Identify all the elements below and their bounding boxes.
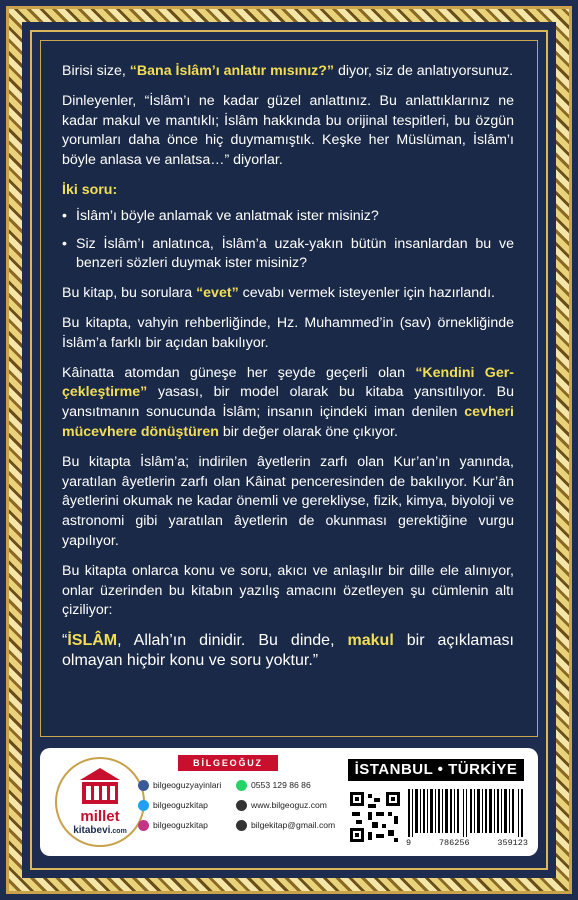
highlight-question: “Bana İslâm’ı anlatır mısınız?”: [129, 63, 334, 79]
paragraph-7: Bu kitapta onlarca konu ve soru, akıcı ve anlaşılır bir dille ele alınıyor, onlar üzerinden bu kitabın yazılış amacını özetleyen şu cümlenin altı çiziliyor:: [62, 562, 514, 619]
highlight-evet: “evet”: [196, 285, 239, 302]
highlight-kendini: “Kendini Gerçekleştirme”: [62, 364, 514, 401]
logo-text-kitabevi: kitabevi.com: [73, 825, 127, 836]
paragraph-2: Dinleyenler, “İslâm’ı ne kadar güzel anlattınız. Bu anlattıklarınız ne kadar makul ve mantıklı; İslâm hakkında bu orijinal tespitleri, bu özgün yorumları daha önce hiç duymamıştık. Keşke her Müslüman, İslâm’ı böyle anlasa ve anlatsa…” diyorlar.: [62, 92, 514, 169]
question-list: [62, 207, 514, 274]
twitter-icon: [138, 800, 149, 811]
highlight-islam: İSLÂM: [67, 632, 118, 650]
email-contact: bilgekitap@gmail.com: [236, 819, 335, 831]
list-item: • İslâm’ı böyle anlamak ve anlatmak ister misiniz?: [62, 207, 514, 227]
millet-kitabevi-logo: [54, 756, 146, 848]
paragraph-1: Birisi size, “Bana İslâm’ı anlatır mısınız?” diyor, siz de anlatıyorsunuz.: [62, 63, 514, 79]
qr-code-icon: [348, 790, 402, 844]
facebook-icon: [138, 780, 149, 791]
paragraph-6: Bu kitapta İslâm’a; indirilen âyetlerin zarfı olan Kur’an’ın yanında, yaratılan âyetlerin zarfı olan Kâinat penceresinden de bakılıyor. Kur’ân âyetlerini okumak ne kadar önemli ve gerekliyse, fizik, kimya, biyoloji ve astronomi gibi yaratılan âyetlerin de okunması gerektiğine vurgu yapılıyor.: [62, 453, 514, 549]
twitter-contact: bilgeoguzkitap: [138, 799, 208, 811]
web-contact: www.bilgeoguz.com: [236, 799, 327, 811]
instagram-icon: [138, 820, 149, 831]
section-heading: İki soru:: [62, 181, 118, 198]
list-item: • Siz İslâm’ı anlatınca, İslâm’a uzak-yakın bütün insanlardan bu ve benzeri sözleri duymak ister misiniz?: [62, 235, 514, 275]
paragraph-5: Kâinatta atomdan güneşe her şeyde geçerli olan “Kendini Gerçekleştirme” yasası, bir model olarak bu kitaba yansıtılıyor. Bu yansıtmanın sonucunda İslâm; insanın içindeki iman denilen cevheri mücevhere dönüştüren bir değer olarak öne çıkıyor.: [62, 364, 514, 440]
whatsapp-icon: [236, 780, 247, 791]
logo-text-millet: millet: [80, 808, 120, 825]
highlight-cevheri: cevheri mücevhere dönüştüren: [62, 404, 514, 440]
closing-quote: “İSLÂM, Allah’ın dinidir. Bu dinde, makul bir açıklaması olmayan hiçbir konu ve soru yoktur.”: [62, 632, 514, 669]
city-label: İSTANBUL • TÜRKİYE: [348, 759, 524, 781]
email-icon: [236, 820, 247, 831]
phone-contact: 0553 129 86 86: [236, 779, 311, 791]
globe-icon: [236, 800, 247, 811]
paragraph-3: Bu kitap, bu sorulara “evet” cevabı vermek isteyenler için hazırlandı.: [62, 285, 495, 302]
paragraph-4: Bu kitapta, vahyin rehberliğinde, Hz. Muhammed’in (sav) örnekliğinde İslâm’a farklı bir açıdan bakılıyor.: [62, 314, 514, 351]
barcode-icon: [406, 789, 528, 837]
blurb-text: [62, 62, 514, 681]
publisher-logo: BİLGEOĞUZ: [178, 755, 278, 771]
isbn-number: 9 786256 359123: [406, 838, 528, 848]
highlight-makul: makul: [347, 632, 394, 650]
facebook-contact: bilgeoguzyayinlari: [138, 779, 221, 791]
instagram-contact: bilgeoguzkitap: [138, 819, 208, 831]
